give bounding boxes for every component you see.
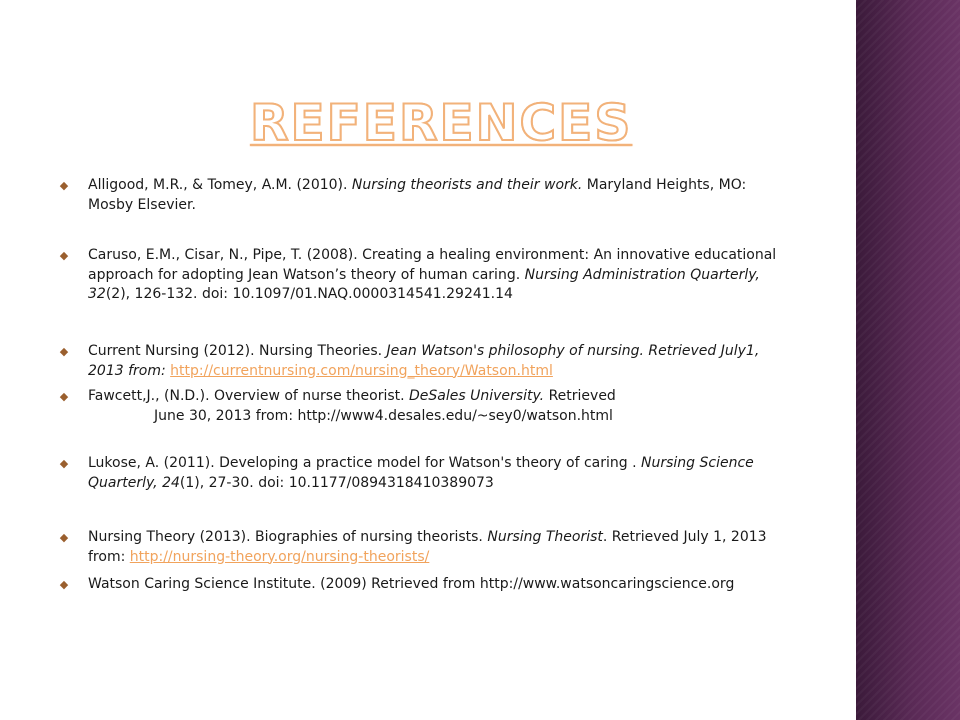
reference-text: Current Nursing (2012). Nursing Theories. Jean Watson's philosophy of nursing. Retrieved July1, 2013 from: http://currentnursing.com/nursing_theory/Watson.html [88, 343, 760, 379]
reference-text: Alligood, M.R., & Tomey, A.M. (2010). Nursing theorists and their work. Maryland Heights, MO: Mosby Elsevier. [88, 177, 747, 213]
reference-item [58, 342, 778, 381]
diamond-bullet-icon: ◆ [59, 531, 69, 544]
diamond-bullet-icon: ◆ [59, 345, 69, 358]
diamond-bullet-icon: ◆ [59, 390, 69, 403]
reference-item [58, 176, 778, 215]
diamond-bullet-icon: ◆ [59, 578, 69, 591]
nursing-theory-link[interactable]: http://nursing-theory.org/nursing-theorists/ [129, 548, 430, 565]
reference-item [58, 528, 778, 567]
decorative-side-band [856, 0, 960, 720]
diamond-bullet-icon: ◆ [59, 179, 69, 192]
diamond-bullet-icon: ◆ [59, 457, 69, 470]
reference-item [58, 387, 778, 426]
reference-text: Fawcett,J., (N.D.). Overview of nurse theorist. DeSales University. Retrieved June 30, 2013 from: http://www4.desales.edu/~sey0/watson.html [88, 387, 778, 426]
currentnursing-link[interactable]: http://currentnursing.com/nursing_theory/Watson.html [170, 362, 553, 379]
reference-item [58, 454, 778, 493]
reference-text: Caruso, E.M., Cisar, N., Pipe, T. (2008). Creating a healing environment: An innovative educational approach for adopting Jean Watson’s theory of human caring. Nursing Administration Quarterly, 32(2), 126-132. doi: 10.1097/01.NAQ.0000314541.29241.14 [88, 247, 777, 302]
reference-text: Nursing Theory (2013). Biographies of nursing theorists. Nursing Theorist. Retrieved July 1, 2013 from: http://nursing-theory.org/nursing-theorists/ [88, 529, 767, 565]
slide-title: REFERENCES [250, 94, 633, 152]
reference-text: Watson Caring Science Institute. (2009) Retrieved from http://www.watsoncaringscience.org [88, 576, 735, 592]
reference-item [58, 246, 778, 305]
reference-item [58, 575, 778, 595]
reference-text: Lukose, A. (2011). Developing a practice model for Watson's theory of caring . Nursing Science Quarterly, 24(1), 27-30. doi: 10.1177/0894318410389073 [88, 455, 754, 491]
diamond-bullet-icon: ◆ [59, 249, 69, 262]
reference-continuation: June 30, 2013 from: http://www4.desales.edu/~sey0/watson.html [154, 407, 613, 424]
